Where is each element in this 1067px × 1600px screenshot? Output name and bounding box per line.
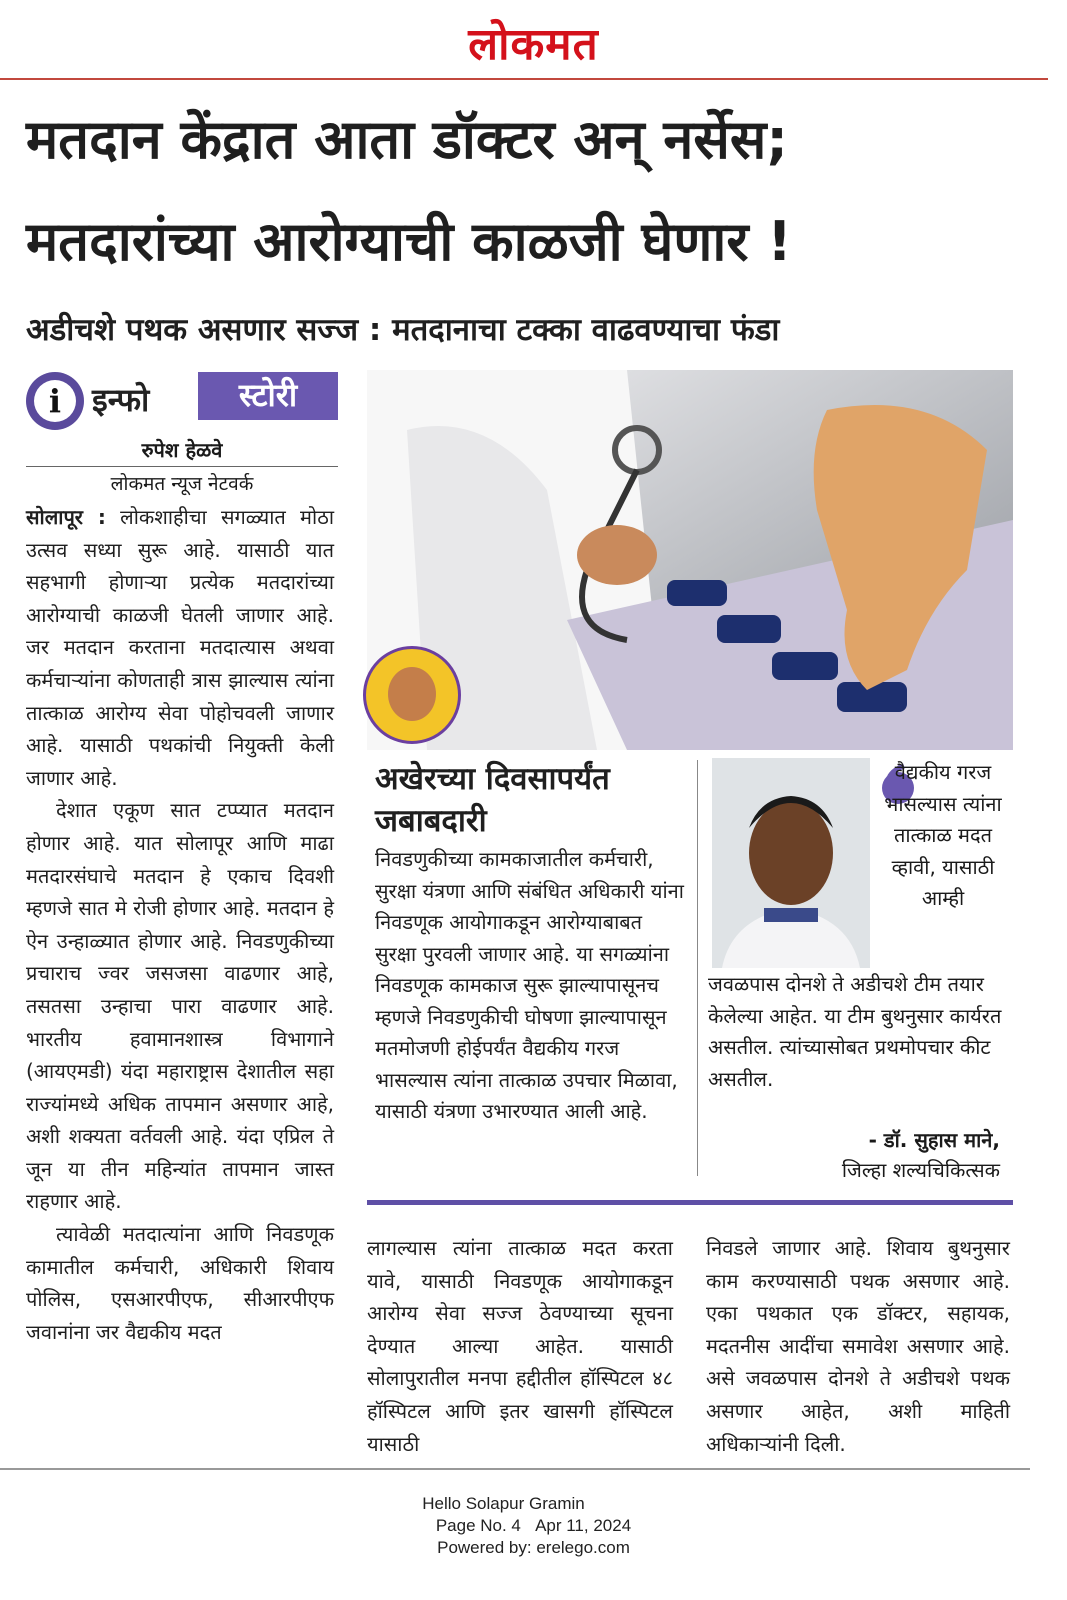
- newspaper-logo: लोकमत: [468, 19, 599, 70]
- footer-publication: Hello Solapur Gramin: [422, 1494, 585, 1513]
- stethoscope-evm-illustration: [367, 370, 1013, 750]
- footer-divider: [0, 1468, 1030, 1470]
- dateline-city: सोलापूर :: [26, 505, 106, 529]
- info-icon: i: [26, 372, 84, 430]
- byline-network: लोकमत न्यूज नेटवर्क: [110, 473, 254, 495]
- box-title: अखेरच्या दिवसापर्यंत जबाबदारी: [375, 761, 610, 839]
- section-divider: [367, 1200, 1013, 1205]
- info-story-label-1: इन्फो: [92, 381, 150, 419]
- masthead: [0, 0, 1067, 78]
- byline-author: रुपेश हेळवे: [141, 438, 223, 462]
- info-story-label-2: स्टोरी: [198, 372, 338, 420]
- subheadline: अडीचशे पथक असणार सज्ज : मतदानाचा टक्का वाढवण्याचा फंडा: [26, 312, 780, 348]
- footer-page: Page No. 4: [435, 1516, 521, 1535]
- headline-line-2: मतदारांच्या आरोग्याची काळजी घेणार !: [26, 210, 792, 273]
- article-paragraph-4: लागल्यास त्यांना तात्काळ मदत करता यावे, यासाठी निवडणूक आयोगाकडून आरोग्य सेवा सज्ज ठेवण्याच्या सूचना देण्यात आल्या आहेत. यासाठी सोलापुरातील मनपा हद्दीतील हॉस्पिटल ४८ हॉस्पिटल आणि इतर खासगी हॉस्पिटल यासाठी: [367, 1236, 673, 1456]
- footer-powered-by: Powered by: erelego.com: [437, 1538, 630, 1557]
- article-paragraph-1: लोकशाहीचा सगळ्यात मोठा उत्सव सध्या सुरू आहे. यासाठी यात सहभागी होणाऱ्या प्रत्येक मतदारांच्या आरोग्याची काळजी घेतली जाणार आहे. जर मतदान करताना मतदात्यास अथवा कर्मचाऱ्यांना कोणताही त्रास झाल्यास त्यांना तात्काळ आरोग्य सेवा पोहोचवली जाणार आहे. यासाठी पथकांची नियुक्ती केली जाणार आहे.: [26, 505, 334, 790]
- byline-divider: [26, 466, 338, 467]
- watermark-seal: [363, 646, 461, 744]
- quote-text-part-2: जवळपास दोनशे ते अडीचशे टीम तयार केलेल्या आहेत. या टीम बुथनुसार कार्यरत असतील. त्यांच्यासोबत प्रथमोपचार कीट असतील.: [708, 972, 1002, 1091]
- footer-date: Apr 11, 2024: [535, 1516, 632, 1535]
- quote-author-designation: जिल्हा शल्यचिकित्सक: [841, 1158, 1000, 1182]
- doctor-photo: [712, 758, 870, 968]
- article-paragraph-2: देशात एकूण सात टप्प्यात मतदान होणार आहे. यात सोलापूर आणि माढा मतदारसंघाचे मतदान हे एकाच दिवशी म्हणजे सात मे रोजी होणार आहे. मतदान हे ऐन उन्हाळ्यात होणार आहे. निवडणुकीच्या प्रचाराच ज्वर जसजसा वाढणार आहे, तसतसा उन्हाचा पारा वाढणार आहे. भारतीय हवामानशास्त्र विभागाने (आयएमडी) यंदा महाराष्ट्रास देशातील सहा राज्यांमध्ये अधिक तापमान असणार आहे, अशी शक्यता वर्तवली आहे. यंदा एप्रिल ते जून या तीन महिन्यांत तापमान जास्त राहणार आहे.: [26, 798, 334, 1214]
- masthead-divider: [0, 78, 1048, 80]
- column-divider: [697, 760, 698, 1176]
- seal-portrait: [388, 667, 436, 721]
- box-text: निवडणुकीच्या कामकाजातील कर्मचारी, सुरक्षा यंत्रणा आणि संबंधित अधिकारी यांना निवडणूक आयोगाकडून आरोग्याबाबत सुरक्षा पुरवली जाणार आहे. या सगळ्यांना निवडणूक कामकाज सुरू झाल्यापासूनच म्हणजे निवडणुकीची घोषणा झाल्यापासून मतमोजणी होईपर्यंत वैद्यकीय गरज भासल्यास त्यांना तात्काळ उपचार मिळावा, यासाठी यंत्रणा उभारण्यात आली आहे.: [375, 847, 684, 1123]
- headline-line-1: मतदान केंद्रात आता डॉक्टर अन् नर्सेस;: [26, 108, 788, 171]
- article-photo: [367, 370, 1013, 750]
- article-paragraph-5: निवडले जाणार आहे. शिवाय बुथनुसार काम करण्यासाठी पथक असणार आहे. एका पथकात एक डॉक्टर, सहायक, मदतनीस आदींचा समावेश असणार आहे. असे जवळपास दोनशे ते अडीचशे पथक असणार आहेत, अशी माहिती अधिकाऱ्यांनी दिली.: [706, 1236, 1010, 1456]
- footer-page-date: [0, 1516, 1067, 1536]
- article-column-left: [26, 501, 334, 1348]
- quote-text-part-1: वैद्यकीय गरज भासल्यास त्यांना तात्काळ मदत व्हावी, यासाठी आम्ही: [884, 760, 1002, 910]
- quote-author-name: - डॉ. सुहास माने,: [868, 1128, 1000, 1152]
- article-paragraph-3: त्यावेळी मतदात्यांना आणि निवडणूक कामातील कर्मचारी, अधिकारी शिवाय पोलिस, एसआरपीएफ, सीआरपीएफ जवानांना जर वैद्यकीय मदत: [26, 1222, 334, 1344]
- info-story-tag: [26, 372, 338, 432]
